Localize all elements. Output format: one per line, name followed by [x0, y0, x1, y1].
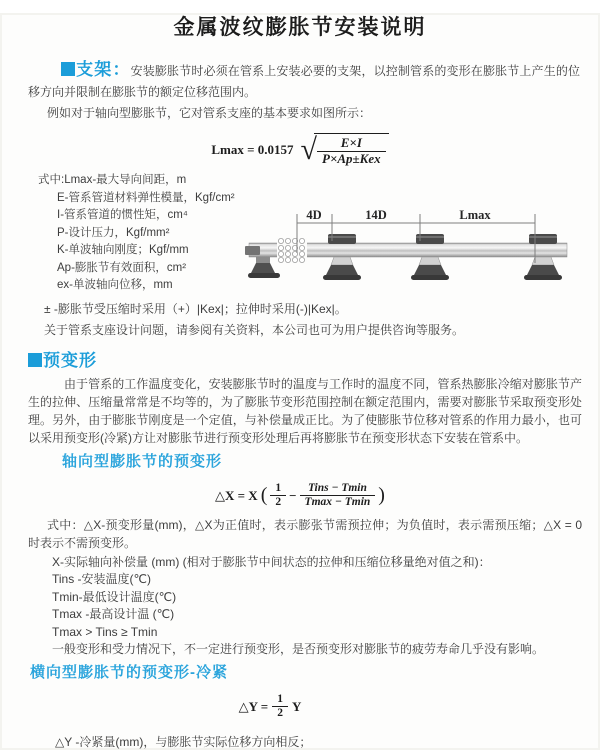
dim-label-lmax: Lmax	[459, 208, 491, 222]
lateral-formula	[0, 692, 570, 722]
section-bullet-icon	[61, 62, 75, 76]
dim-label-4d: 4D	[306, 208, 322, 222]
variable-line: 式中:Lmax-最大导向间距，m	[38, 174, 187, 186]
note-line: ± -膨胀节受压缩时采用（+）|Kex|；拉伸时采用(-)|Kex|。	[44, 301, 347, 316]
axial-definitions	[52, 554, 600, 659]
definition-line: 一般变形和受力情况下，不一定进行预变形，是否预变形对膨胀节的疲劳寿命几乎没有影响。	[52, 642, 545, 656]
radical-sign-icon: √	[300, 133, 318, 166]
definition-line: X-实际轴向补偿量 (mm) (相对于膨胀节中间状态的拉伸和压缩位移量绝对值之和)：	[52, 554, 491, 569]
axial-formula-lhs: △X = X	[215, 487, 258, 503]
support-example-line: 例如对于轴向型膨胀节，它对管系支座的基本要求如图所示：	[47, 106, 372, 120]
support-heading-label: 支架：	[76, 60, 131, 79]
fraction-numerator: E×I	[317, 136, 386, 152]
axial-subheading: 轴向型膨胀节的预变形	[62, 452, 223, 470]
half-fraction	[272, 693, 288, 720]
support-notes	[44, 299, 600, 341]
close-paren: )	[378, 484, 385, 506]
variable-line: I-管系管道的惯性矩，cm⁴	[57, 209, 188, 221]
variable-line: K-单波轴向刚度；Kgf/mm	[57, 244, 189, 256]
bellows-icon	[277, 238, 307, 263]
predeform-paragraph: 由于管系的工作温度变化，安装膨胀节时的温度与工作时的温度不同，管系热膨胀冷缩对膨胀节产生的拉伸、压缩量常常是不均等的，为了膨胀节变形范围控制在额定范围内，需要对膨胀节采取预变形处理。另外，由于膨胀节刚度是一个定值，与补偿量成正比。为了使膨胀节位移对管系的作用力最小，也可以采用预变形(冷紧)方让对膨胀节进行预变形处理后再将膨胀节在预变形状态下安装在管系中。	[28, 376, 582, 445]
note-line: 关于管系支座设计问题，请参阅有关资料，本公司也可为用户提供咨询等服务。	[44, 322, 465, 337]
dim-label-14d: 14D	[365, 208, 387, 222]
minus-sign: −	[289, 487, 297, 503]
lateral-subheading: 横向型膨胀节的预变形-冷紧	[30, 663, 228, 681]
fraction-numerator: Tins − Tmin	[300, 482, 376, 496]
definition-line: Tmax > Tins ≥ Tmin	[52, 624, 158, 639]
section-bullet-icon	[28, 353, 42, 367]
fraction-denominator: 2	[277, 707, 283, 719]
sqrt-radical	[301, 133, 389, 167]
page-title: 金属波纹膨胀节安装说明	[173, 16, 427, 39]
lmax-formula	[0, 131, 600, 169]
temperature-fraction	[300, 482, 376, 509]
fraction-numerator: 1	[272, 693, 288, 707]
support-intro-text: 安装膨胀节时必须在管系上安装必要的支架，以控制管系的变形在膨胀节上产生的位移方向并限制在膨胀节的额定位移范围内。	[28, 64, 580, 99]
pipe-support-diagram	[243, 201, 588, 301]
variable-line: E-管系管道材料弹性模量，Kgf/cm²	[57, 191, 235, 204]
fraction-denominator: Tmax − Tmin	[304, 496, 371, 508]
definition-line: Tmin-最低设计温度(℃)	[52, 589, 177, 604]
pipe-support	[248, 257, 280, 278]
formula-lhs: Lmax = 0.0157	[211, 142, 294, 157]
support-intro-paragraph	[28, 59, 580, 103]
definition-line: Tmax -最高设计温 (℃)	[52, 607, 175, 621]
open-paren: (	[260, 484, 268, 506]
pipe-end-cap	[245, 246, 260, 255]
fraction-denominator: P×Ap±Kex	[322, 151, 381, 166]
radicand	[314, 133, 389, 167]
half-fraction	[270, 482, 286, 509]
predeform-heading-label: 预变形	[43, 350, 97, 370]
fraction-denominator: 2	[275, 496, 282, 508]
axial-formula	[0, 479, 600, 513]
formula-fraction	[317, 136, 386, 167]
definition-line: Tins -安装温度(℃)	[52, 572, 152, 586]
support-section-heading	[61, 60, 131, 79]
lateral-formula-lhs: △Y =	[238, 698, 269, 714]
lateral-formula-rhs: Y	[291, 698, 302, 714]
predeform-section-heading	[28, 350, 600, 372]
variable-line: P-设计压力，Kgf/mm²	[57, 226, 170, 239]
variable-line: Ap-膨胀节有效面积，cm²	[57, 261, 187, 274]
fraction-numerator: 1	[270, 482, 286, 496]
lateral-note: △Y -冷紧量(mm)，与膨胀节实际位移方向相反；	[55, 734, 312, 749]
document-page	[0, 13, 600, 750]
axial-explain: 式中：△X-预变形量(mm)，△X为正值时，表示膨张节需预拉伸；为负值时，表示需预压缩；△X = 0时表示不需预变形。	[28, 517, 582, 550]
variable-line: ex-单波轴向位移，mm	[57, 279, 173, 291]
